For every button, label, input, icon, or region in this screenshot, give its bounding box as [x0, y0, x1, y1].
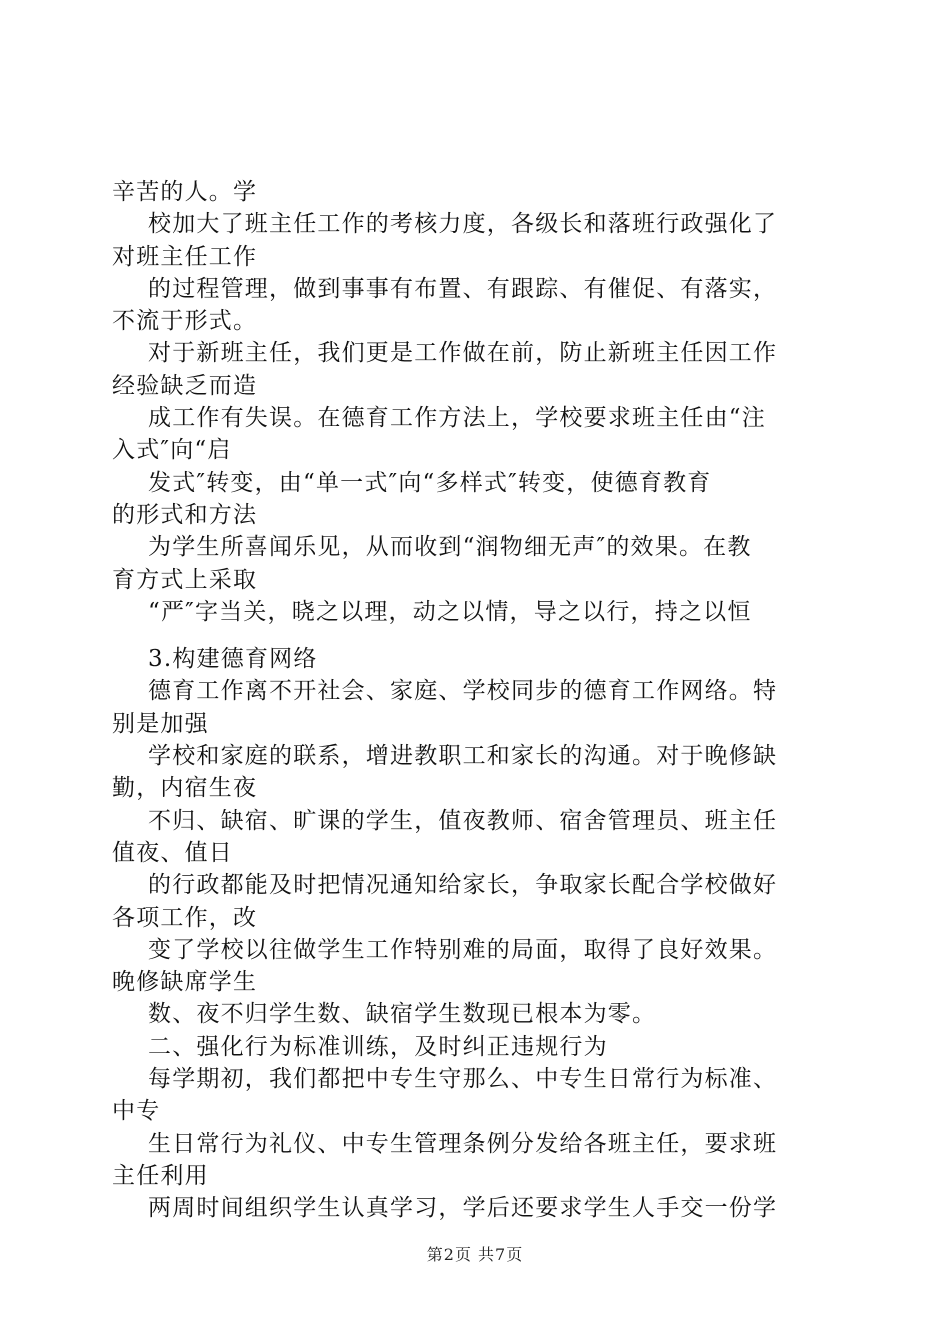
text-line: 别是加强 [112, 710, 209, 737]
text-line: 对于新班主任，我们更是工作做在前，防止新班主任因工作 [148, 340, 778, 367]
text-line: 各项工作，改 [112, 904, 258, 931]
paragraph-gap [112, 628, 842, 643]
text-line: 经验缺乏而造 [112, 372, 258, 399]
text-line: 两周时间组织学生认真学习，学后还要求学生人手交一份学 [148, 1195, 778, 1222]
text-line: 校加大了班主任工作的考核力度，各级长和落班行政强化了 [148, 211, 778, 238]
text-line: 入式″向“启 [112, 437, 232, 464]
text-line: 为学生所喜闻乐见，从而收到“润物细无声″的效果。在教 [148, 534, 752, 561]
text-line: “严″字当关，晓之以理，动之以情，导之以行，持之以恒 [148, 598, 752, 625]
text-line: 育方式上采取 [112, 566, 258, 593]
text-line: 数、夜不归学生数、缺宿学生数现已根本为零。 [148, 1001, 657, 1028]
text-line: 生日常行为礼仪、中专生管理条例分发给各班主任，要求班 [148, 1130, 778, 1157]
text-line: 二、强化行为标准训练，及时纠正违规行为 [148, 1033, 608, 1060]
text-line: 不归、缺宿、旷课的学生，值夜教师、宿舍管理员、班主任 [148, 807, 778, 834]
text-line: 学校和家庭的联系，增进教职工和家长的沟通。对于晚修缺 [148, 743, 778, 770]
text-line: 辛苦的人。学 [112, 179, 258, 205]
text-line: 的形式和方法 [112, 501, 258, 528]
text-line: 发式″转变，由“单一式″向“多样式″转变，使德育教育 [148, 469, 712, 496]
text-line: 中专 [112, 1098, 161, 1125]
text-line: 3.构建德育网络 [148, 646, 318, 673]
text-line: 的过程管理，做到事事有布置、有跟踪、有催促、有落实， [148, 275, 778, 302]
text-line: 成工作有失误。在德育工作方法上，学校要求班主任由“注 [148, 405, 766, 432]
text-line: 主任利用 [112, 1162, 209, 1189]
text-line: 每学期初，我们都把中专生守那么、中专生日常行为标准、 [148, 1066, 778, 1093]
text-line: 的行政都能及时把情况通知给家长，争取家长配合学校做好 [148, 872, 778, 899]
text-line: 德育工作离不开社会、家庭、学校同步的德育工作网络。特 [148, 678, 778, 705]
text-line: 晚修缺席学生 [112, 969, 258, 996]
text-line: 勤，内宿生夜 [112, 775, 258, 802]
text-line: 变了学校以往做学生工作特别难的局面，取得了良好效果。 [148, 936, 778, 963]
page-footer: 第2页 共7页 [426, 1245, 524, 1264]
document-body [112, 176, 842, 1225]
text-line: 对班主任工作 [112, 243, 258, 270]
text-line: 不流于形式。 [112, 308, 258, 335]
text-line: 值夜、值日 [112, 839, 233, 866]
